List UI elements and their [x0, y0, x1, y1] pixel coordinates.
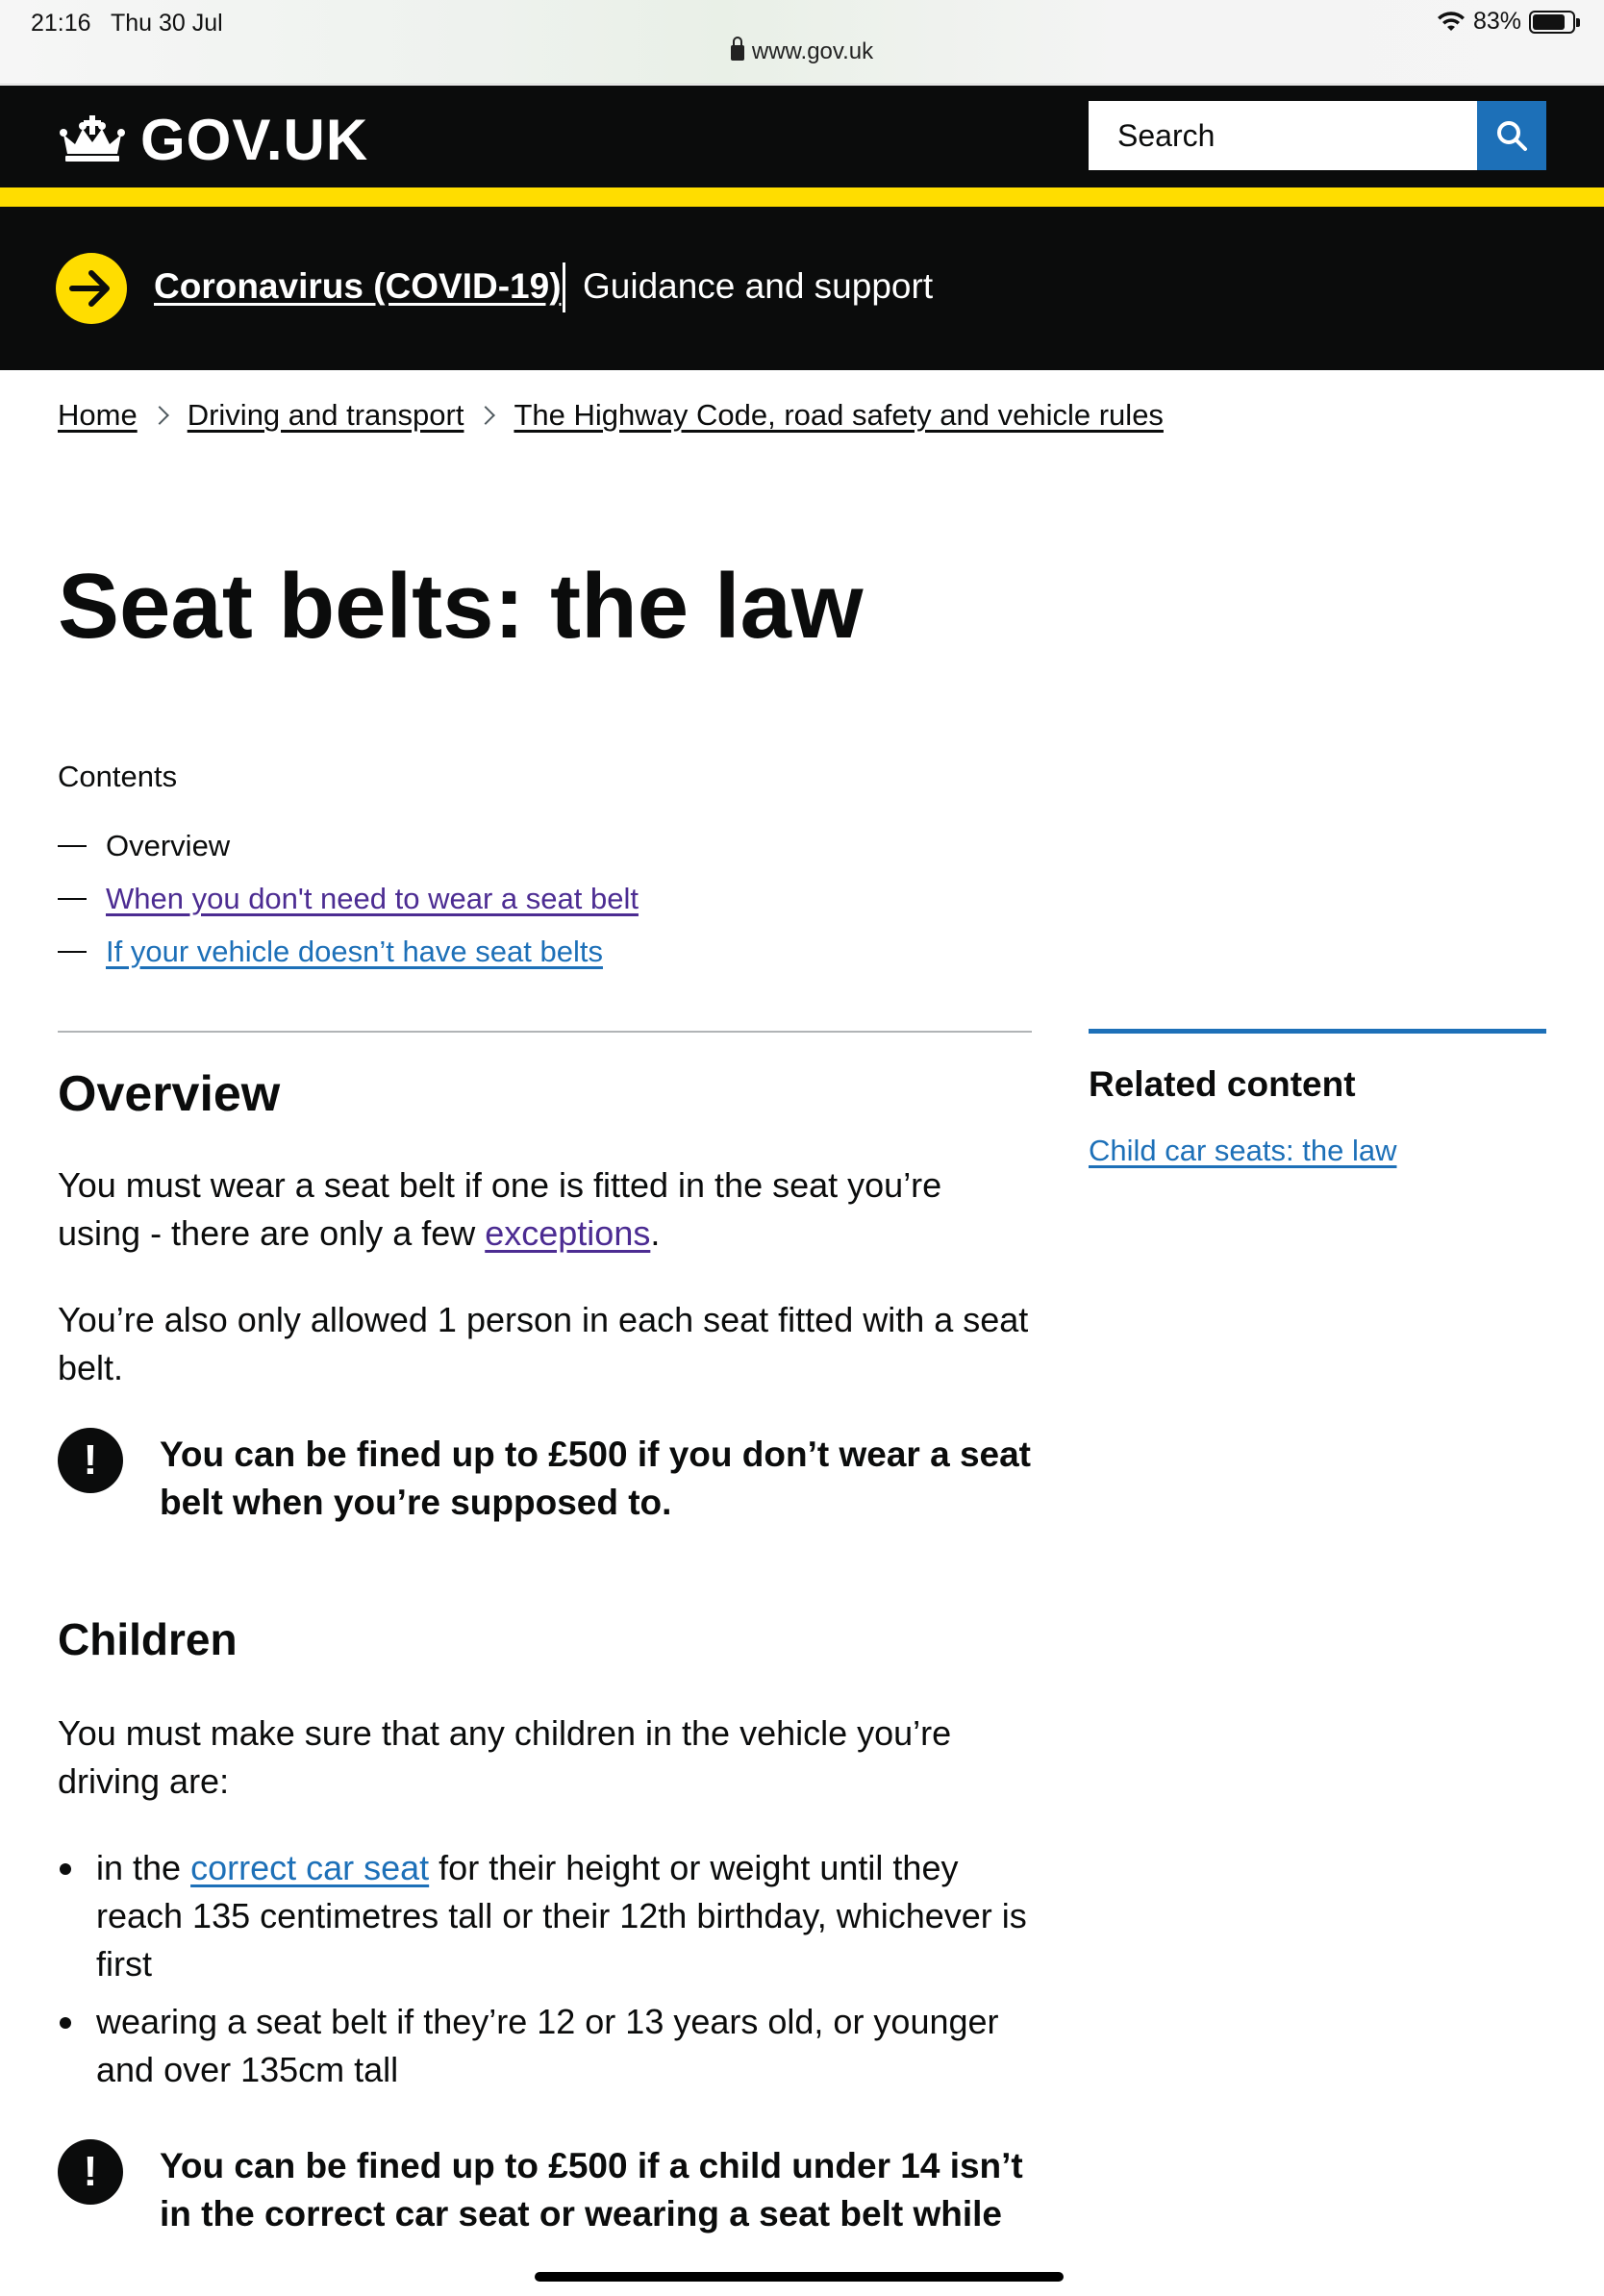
warning-text-child-fine — [58, 2142, 1032, 2238]
dash-icon — [58, 951, 87, 953]
search-form — [1089, 101, 1546, 170]
overview-paragraph-1: You must wear a seat belt if one is fitted in the seat you’re using - there are only a few exceptions. — [58, 1165, 942, 1253]
breadcrumb — [58, 398, 1164, 433]
overview-heading: Overview — [58, 1066, 281, 1122]
breadcrumb-driving[interactable]: Driving and transport — [187, 398, 464, 432]
date-text: Thu 30 Jul — [110, 10, 223, 37]
children-list — [58, 1844, 1032, 2094]
dash-icon — [58, 845, 87, 847]
govuk-logo[interactable] — [56, 107, 368, 173]
lock-icon — [731, 45, 744, 61]
contents-item[interactable] — [58, 925, 639, 978]
exceptions-link[interactable]: exceptions — [485, 1213, 651, 1253]
logo-text[interactable]: GOV.UK — [140, 108, 369, 172]
contents-list — [58, 760, 639, 978]
related-heading: Related content — [1089, 1064, 1356, 1104]
wifi-icon — [1437, 12, 1466, 33]
status-time — [31, 10, 223, 37]
dash-icon — [58, 898, 87, 900]
children-heading: Children — [58, 1614, 238, 1664]
banner-divider — [563, 262, 565, 312]
address-bar[interactable] — [0, 38, 1604, 65]
contents-link-exceptions[interactable]: When you don't need to wear a seat belt — [106, 881, 639, 915]
warning-text: You can be fined up to £500 if a child under 14 isn’t in the correct car seat or wearing a seat belt while — [160, 2146, 1023, 2234]
warning-text: You can be fined up to £500 if you don’t wear a seat belt when you’re supposed to. — [160, 1435, 1031, 1522]
chevron-right-icon — [150, 406, 169, 425]
children-intro: You must make sure that any children in the vehicle you’re driving are: — [58, 1713, 952, 1801]
correct-car-seat-link[interactable]: correct car seat — [190, 1848, 430, 1887]
list-item: in the correct car seat for their height or weight until they reach 135 centimetres tall or their 12th birthday, whichever is first — [58, 1844, 1032, 1988]
banner-text: Guidance and support — [583, 266, 934, 306]
govuk-header — [0, 86, 1604, 187]
overview-paragraph-2: You’re also only allowed 1 person in each seat fitted with a seat belt. — [58, 1300, 1029, 1387]
warning-icon: ! — [58, 1428, 123, 1493]
contents-heading: Contents — [58, 760, 178, 793]
page-title: Seat belts: the law — [58, 555, 864, 658]
warning-text-fine — [58, 1431, 1032, 1527]
crown-icon — [56, 115, 129, 165]
url-text[interactable]: www.gov.uk — [751, 38, 874, 64]
home-indicator[interactable] — [535, 2272, 1064, 2282]
covid-banner — [0, 207, 1604, 370]
related-content — [1089, 1029, 1546, 1168]
contents-item[interactable] — [58, 872, 639, 925]
related-link-child-car-seats[interactable]: Child car seats: the law — [1089, 1134, 1397, 1167]
header-stripe — [0, 187, 1604, 207]
contents-item — [58, 819, 639, 872]
time-text: 21:16 — [31, 10, 91, 37]
section-divider — [58, 1031, 1032, 1033]
covid-link[interactable]: Coronavirus (COVID-19) — [154, 266, 562, 306]
breadcrumb-home[interactable]: Home — [58, 398, 138, 432]
warning-icon: ! — [58, 2139, 123, 2205]
chevron-right-icon — [477, 406, 496, 425]
arrow-right-icon[interactable] — [56, 253, 127, 324]
status-bar — [0, 0, 1604, 85]
search-input[interactable] — [1089, 101, 1477, 170]
breadcrumb-highway-code[interactable]: The Highway Code, road safety and vehicle rules — [514, 398, 1164, 432]
list-item: wearing a seat belt if they’re 12 or 13 years old, or younger and over 135cm tall — [58, 1998, 1032, 2094]
search-button[interactable] — [1477, 101, 1546, 170]
contents-current: Overview — [106, 828, 231, 862]
battery-icon — [1529, 11, 1575, 34]
main-content — [58, 1065, 1032, 2277]
status-right — [1437, 8, 1575, 36]
search-icon — [1494, 118, 1529, 153]
battery-percent: 83% — [1472, 8, 1521, 35]
contents-link-no-seat-belts[interactable]: If your vehicle doesn’t have seat belts — [106, 934, 603, 968]
